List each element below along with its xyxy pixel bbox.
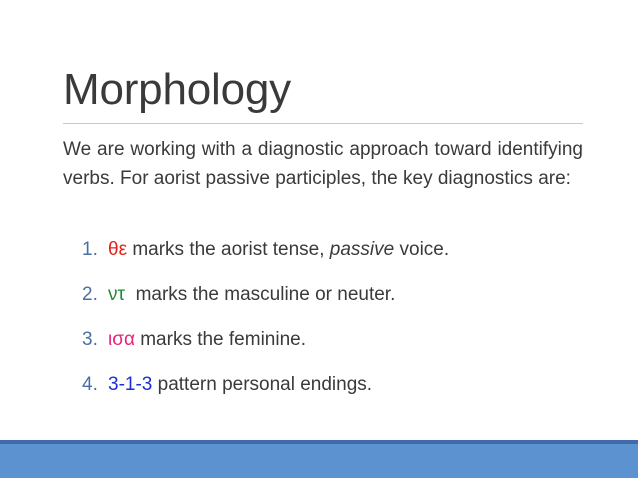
list-number: 4. (82, 374, 98, 395)
greek-term-theta-epsilon: θε (108, 239, 128, 260)
list-number: 2. (82, 284, 98, 305)
pattern-term-3-1-3: 3-1-3 (108, 374, 153, 395)
list-item-text: marks the masculine or neuter. (125, 284, 396, 305)
list-item (82, 281, 582, 308)
list-item-text: marks the feminine. (134, 329, 307, 350)
list-number: 1. (82, 239, 98, 260)
greek-term-nu-tau: ντ (108, 284, 126, 305)
diagnostics-list (82, 236, 582, 416)
list-item-text: marks the aorist tense, (127, 239, 330, 260)
slide-title: Morphology (63, 65, 291, 114)
list-item-text: voice. (394, 239, 450, 260)
emphasis-passive: passive (329, 239, 395, 260)
footer-band (0, 444, 638, 478)
list-number: 3. (82, 329, 98, 350)
list-item (82, 236, 582, 263)
list-item-text: pattern personal endings. (152, 374, 373, 395)
list-item (82, 371, 582, 398)
title-divider (63, 123, 583, 124)
list-item (82, 326, 582, 353)
intro-paragraph: We are working with a diagnostic approach toward identifying verbs. For aorist passive participles, the key diagnostics are: (63, 139, 583, 189)
greek-term-iota-sigma-alpha: ισα (108, 329, 135, 350)
